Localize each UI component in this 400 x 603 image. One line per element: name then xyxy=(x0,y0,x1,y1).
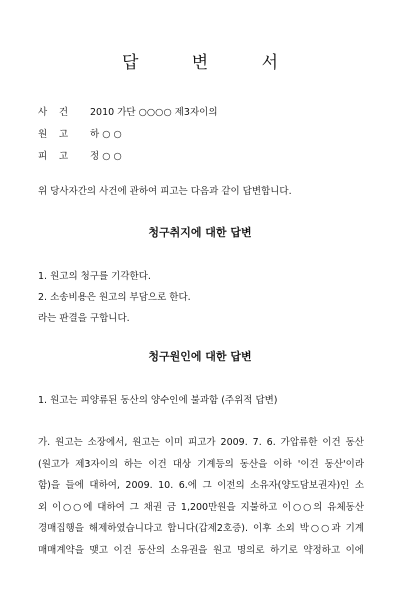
party-label: 사 건 xyxy=(38,107,68,118)
party-row-case xyxy=(38,100,218,122)
party-value: 하 ○ ○ xyxy=(90,129,122,140)
party-label: 피 고 xyxy=(38,151,68,162)
paragraph-line: 함)을 들에 대하여, 2009. 10. 6.에 그 이전의 소유자(양도담보권자)인 소 xyxy=(38,480,364,492)
list-item: 1. 원고의 청구를 기각한다. xyxy=(38,271,151,282)
paragraph-line: 매매계약을 맺고 이건 동산의 소유권을 원고 명의로 하기로 약정하고 이에 xyxy=(38,544,364,556)
document-title: 답 변 서 xyxy=(121,53,303,73)
party-value: 2010 가단 ○○○○ 제3자이의 xyxy=(90,107,218,118)
party-label: 원 고 xyxy=(38,129,68,140)
party-row-plaintiff xyxy=(38,122,218,144)
intro-sentence: 위 당사자간의 사건에 관하여 피고는 다음과 같이 답변합니다. xyxy=(38,186,292,197)
parties-block xyxy=(38,100,218,166)
section-heading-causes: 청구원인에 대한 답변 xyxy=(148,350,252,363)
paragraph-line: (원고가 제3자이의 하는 이건 대상 기계등의 동산을 이하 '이건 동산'이라 xyxy=(38,458,364,470)
section-heading-claims: 청구취지에 대한 답변 xyxy=(148,226,252,239)
causes-item-heading: 1. 원고는 피양류된 동산의 양수인에 불과함 (주위적 답변) xyxy=(38,395,278,406)
party-value: 정 ○ ○ xyxy=(90,151,122,162)
list-item: 라는 판결을 구합니다. xyxy=(38,313,130,324)
party-row-defendant xyxy=(38,144,218,166)
body-paragraph xyxy=(38,432,364,562)
paragraph-line: 가. 원고는 소장에서, 원고는 이미 피고가 2009. 7. 6. 가압류한 이건 동산 xyxy=(38,437,364,448)
claims-answer-list xyxy=(38,266,191,329)
paragraph-line: 경매집행을 해제하였습니다고 합니다(갑제2호증). 이후 소외 박○○과 기계 xyxy=(38,523,364,535)
paragraph-line: 외 이○○에 대하여 그 채권 금 1,200만원을 지불하고 이○○의 유체동산 xyxy=(38,501,364,513)
list-item: 2. 소송비용은 원고의 부담으로 한다. xyxy=(38,292,191,303)
